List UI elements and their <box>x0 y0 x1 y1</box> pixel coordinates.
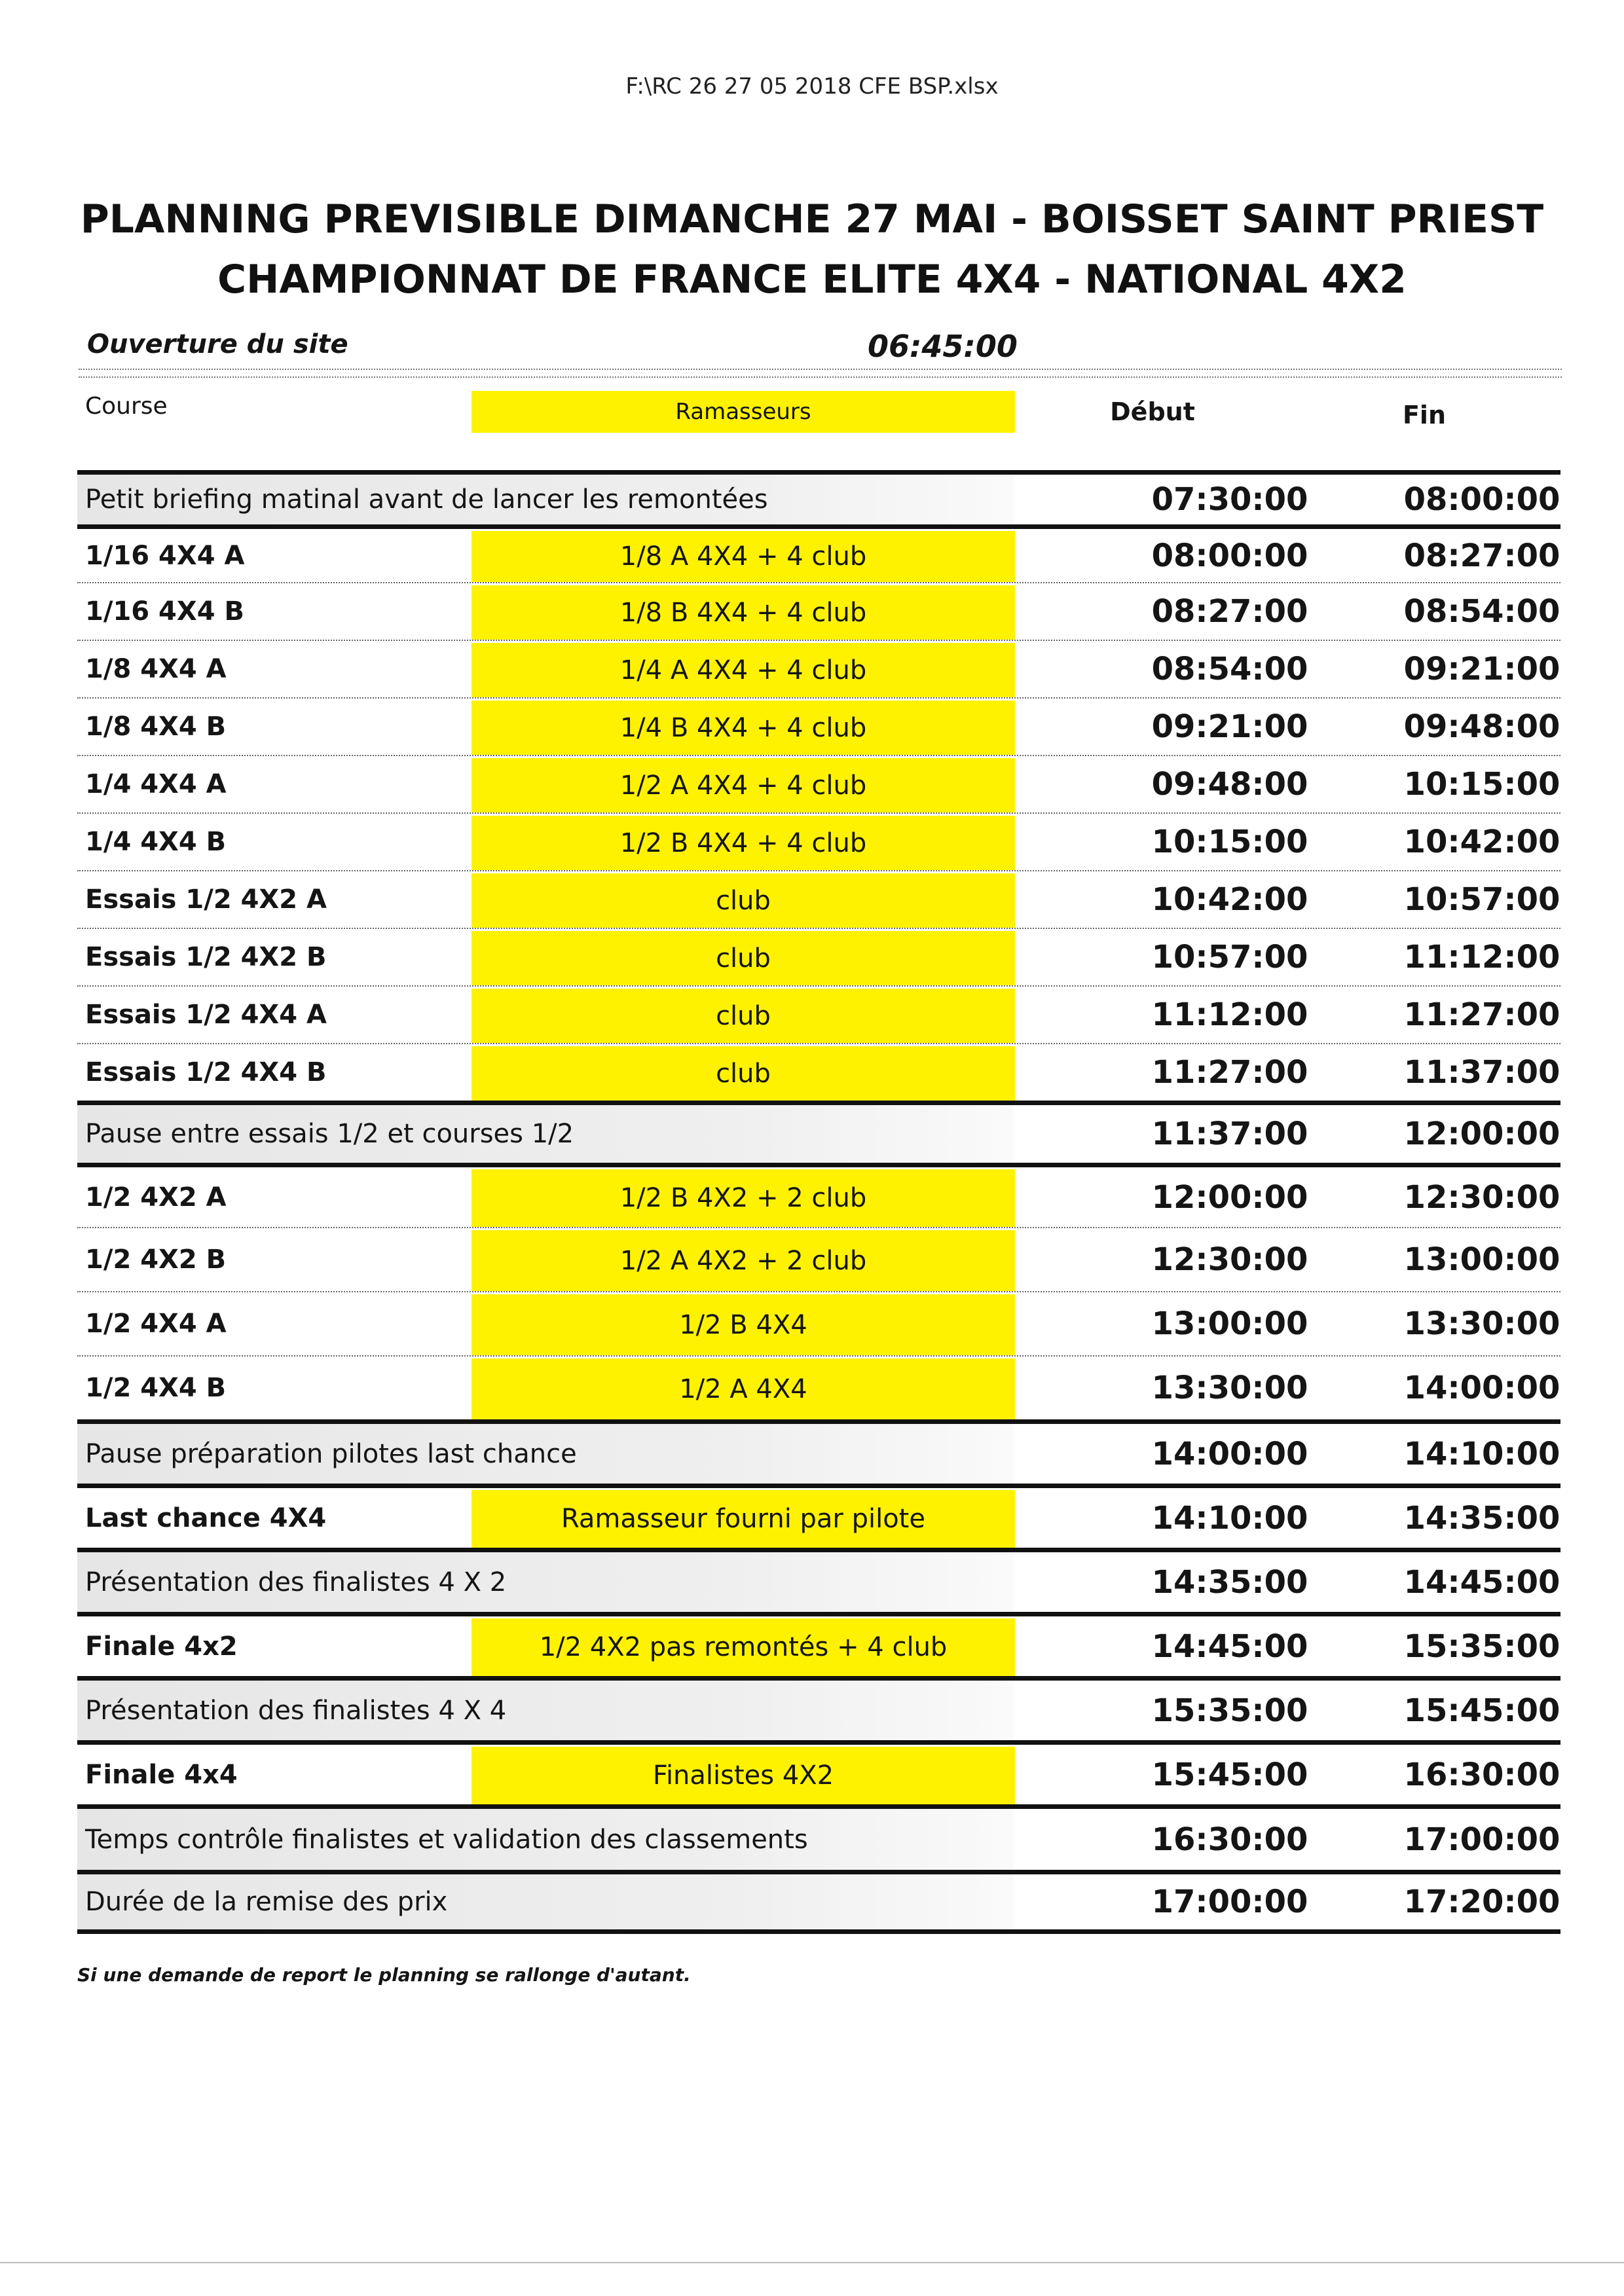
start-time: 14:10:00 <box>1151 1499 1308 1537</box>
start-time: 09:48:00 <box>1151 766 1308 803</box>
ramasseurs-cell: 1/2 A 4X2 + 2 club <box>471 1230 1015 1291</box>
table-row <box>77 1227 1560 1291</box>
table-row <box>77 870 1560 928</box>
ramasseurs-cell: 1/8 A 4X4 + 4 club <box>471 531 1015 582</box>
ramasseurs-cell: 1/2 B 4X4 <box>471 1294 1015 1355</box>
course-name: Petit briefing matinal avant de lancer les remontées <box>85 484 768 515</box>
course-cell <box>77 1874 1014 1929</box>
course-name: 1/8 4X4 A <box>85 654 227 684</box>
page-subtitle: CHAMPIONNAT DE FRANCE ELITE 4X4 - NATIONAL 4X2 <box>217 257 1407 302</box>
course-name: 1/16 4X4 B <box>85 596 244 627</box>
course-name: Durée de la remise des prix <box>85 1887 448 1917</box>
course-name: Présentation des finalistes 4 X 4 <box>85 1695 507 1726</box>
ramasseurs-cell: club <box>471 931 1015 985</box>
start-time: 10:57:00 <box>1151 939 1308 975</box>
start-time: 10:15:00 <box>1151 824 1308 860</box>
table-row <box>77 1804 1560 1870</box>
table-row <box>77 1163 1560 1227</box>
end-time: 09:21:00 <box>1403 651 1560 687</box>
course-cell <box>77 1105 1014 1163</box>
end-time: 14:10:00 <box>1403 1435 1560 1472</box>
end-time: 10:15:00 <box>1403 766 1560 803</box>
divider <box>79 369 1562 370</box>
start-time: 14:45:00 <box>1151 1628 1308 1665</box>
course-name: 1/2 4X2 A <box>85 1182 227 1212</box>
course-cell <box>77 1681 1014 1740</box>
course-name: 1/2 4X2 B <box>85 1245 227 1275</box>
ramasseurs-cell: club <box>471 989 1015 1043</box>
table-row <box>77 697 1560 755</box>
table-row <box>77 1043 1560 1101</box>
table-row <box>77 524 1560 582</box>
end-time: 13:30:00 <box>1403 1305 1560 1342</box>
end-time: 14:00:00 <box>1403 1370 1560 1406</box>
end-time: 14:35:00 <box>1403 1499 1560 1537</box>
schedule-table <box>77 470 1560 1934</box>
table-row <box>77 1291 1560 1355</box>
course-name: 1/4 4X4 A <box>85 769 227 799</box>
start-time: 10:42:00 <box>1151 881 1308 918</box>
start-time: 14:35:00 <box>1151 1563 1308 1601</box>
divider <box>79 376 1562 378</box>
start-time: 17:00:00 <box>1151 1884 1308 1920</box>
table-row <box>77 1870 1560 1934</box>
ramasseurs-cell: 1/4 B 4X4 + 4 club <box>471 701 1015 755</box>
footnote: Si une demande de report le planning se rallonge d'autant. <box>77 1964 691 1986</box>
end-time: 11:37:00 <box>1403 1054 1560 1091</box>
start-time: 13:00:00 <box>1151 1305 1308 1342</box>
start-time: 15:45:00 <box>1151 1756 1308 1793</box>
course-cell <box>77 1552 1014 1612</box>
end-time: 13:00:00 <box>1403 1241 1560 1278</box>
table-row <box>77 1355 1560 1419</box>
end-time: 08:54:00 <box>1403 593 1560 630</box>
course-name: 1/4 4X4 B <box>85 827 227 857</box>
course-name: 1/16 4X4 A <box>85 540 245 571</box>
course-name: Essais 1/2 4X4 A <box>85 1000 327 1030</box>
ramasseurs-cell: 1/2 4X2 pas remontés + 4 club <box>471 1618 1015 1676</box>
table-row <box>77 928 1560 985</box>
end-time: 08:27:00 <box>1403 537 1560 574</box>
start-time: 11:37:00 <box>1151 1116 1308 1152</box>
table-row <box>77 1419 1560 1484</box>
ramasseurs-cell: 1/2 A 4X4 <box>471 1358 1015 1419</box>
start-time: 14:00:00 <box>1151 1435 1308 1472</box>
end-time: 10:57:00 <box>1403 881 1560 918</box>
start-time: 13:30:00 <box>1151 1370 1308 1406</box>
start-time: 08:54:00 <box>1151 651 1308 687</box>
course-name: 1/8 4X4 B <box>85 712 227 742</box>
start-time: 08:27:00 <box>1151 593 1308 630</box>
course-name: Pause entre essais 1/2 et courses 1/2 <box>85 1119 574 1149</box>
page-title: PLANNING PREVISIBLE DIMANCHE 27 MAI - BOISSET SAINT PRIEST <box>80 196 1544 242</box>
ramasseurs-cell: Finalistes 4X2 <box>471 1747 1015 1804</box>
course-name: Essais 1/2 4X2 B <box>85 942 327 972</box>
course-cell <box>77 1424 1014 1484</box>
site-opening-time: 06:45:00 <box>868 329 1018 364</box>
start-time: 07:30:00 <box>1151 481 1308 518</box>
course-cell <box>77 1809 1014 1870</box>
ramasseurs-cell: club <box>471 1046 1015 1101</box>
ramasseurs-cell: 1/2 B 4X2 + 2 club <box>471 1169 1015 1227</box>
ramasseurs-cell: Ramasseur fourni par pilote <box>471 1490 1015 1548</box>
end-time: 17:00:00 <box>1403 1821 1560 1858</box>
table-row <box>77 640 1560 697</box>
column-header-debut: Début <box>1110 397 1195 426</box>
ramasseurs-cell: 1/2 A 4X4 + 4 club <box>471 758 1015 812</box>
column-header-ramasseurs: Ramasseurs <box>471 391 1015 433</box>
table-row <box>77 470 1560 524</box>
table-row <box>77 1676 1560 1740</box>
course-name: Présentation des finalistes 4 X 2 <box>85 1567 507 1597</box>
course-name: Temps contrôle finalistes et validation des classements <box>85 1824 808 1855</box>
end-time: 08:00:00 <box>1403 481 1560 518</box>
end-time: 12:00:00 <box>1403 1116 1560 1152</box>
course-name: 1/2 4X4 B <box>85 1373 227 1403</box>
end-time: 17:20:00 <box>1403 1884 1560 1920</box>
ramasseurs-cell: 1/2 B 4X4 + 4 club <box>471 816 1015 870</box>
file-path: F:\RC 26 27 05 2018 CFE BSP.xlsx <box>625 73 999 100</box>
end-time: 11:27:00 <box>1403 996 1560 1033</box>
course-name: Finale 4x4 <box>85 1759 238 1790</box>
end-time: 14:45:00 <box>1403 1563 1560 1601</box>
table-row <box>77 985 1560 1043</box>
course-name: Finale 4x2 <box>85 1631 238 1662</box>
course-cell <box>77 475 1014 524</box>
end-time: 15:35:00 <box>1403 1628 1560 1665</box>
end-time: 15:45:00 <box>1403 1692 1560 1729</box>
start-time: 09:21:00 <box>1151 708 1308 745</box>
table-row <box>77 1740 1560 1804</box>
end-time: 10:42:00 <box>1403 824 1560 860</box>
table-row <box>77 1484 1560 1548</box>
start-time: 11:12:00 <box>1151 996 1308 1033</box>
course-name: Essais 1/2 4X4 B <box>85 1057 327 1087</box>
end-time: 12:30:00 <box>1403 1178 1560 1216</box>
ramasseurs-cell: club <box>471 873 1015 928</box>
ramasseurs-cell: 1/8 B 4X4 + 4 club <box>471 585 1015 640</box>
end-time: 16:30:00 <box>1403 1756 1560 1793</box>
course-name: Pause préparation pilotes last chance <box>85 1438 577 1469</box>
start-time: 12:30:00 <box>1151 1241 1308 1278</box>
course-name: Essais 1/2 4X2 A <box>85 884 327 915</box>
start-time: 12:00:00 <box>1151 1178 1308 1216</box>
ramasseurs-cell: 1/4 A 4X4 + 4 club <box>471 643 1015 697</box>
start-time: 08:00:00 <box>1151 537 1308 574</box>
course-name: Last chance 4X4 <box>85 1503 327 1533</box>
table-row <box>77 755 1560 812</box>
column-header-fin: Fin <box>1402 401 1447 429</box>
site-opening-label: Ouverture du site <box>87 329 348 359</box>
end-time: 09:48:00 <box>1403 708 1560 745</box>
table-row <box>77 1101 1560 1163</box>
start-time: 15:35:00 <box>1151 1692 1308 1729</box>
start-time: 11:27:00 <box>1151 1054 1308 1091</box>
table-row <box>77 812 1560 870</box>
table-row <box>77 1548 1560 1612</box>
table-row <box>77 1612 1560 1676</box>
column-header-course: Course <box>85 393 168 420</box>
course-name: 1/2 4X4 A <box>85 1309 227 1339</box>
page-footer-line <box>0 2262 1624 2263</box>
start-time: 16:30:00 <box>1151 1821 1308 1858</box>
table-row <box>77 582 1560 640</box>
end-time: 11:12:00 <box>1403 939 1560 975</box>
